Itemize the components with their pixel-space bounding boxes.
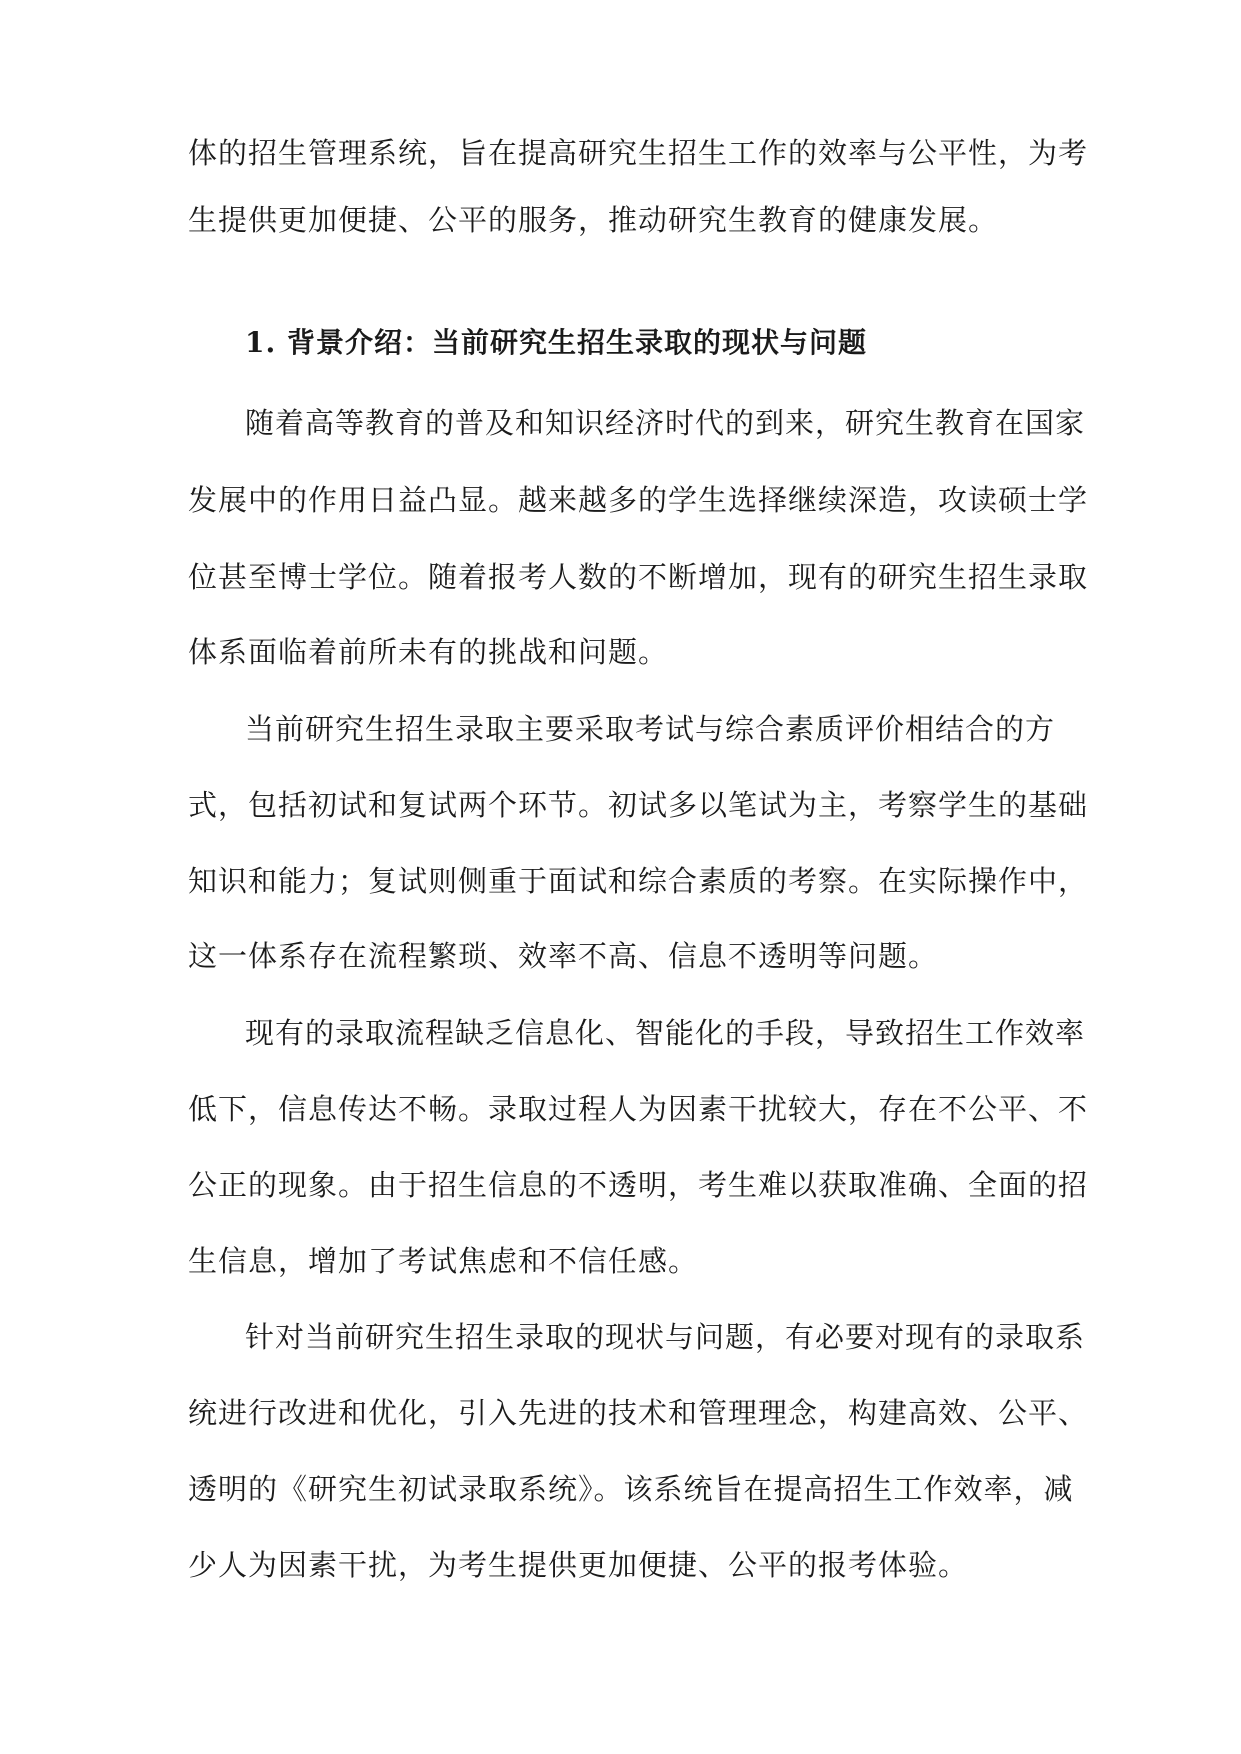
paragraph-line: 少人为因素干扰，为考生提供更加便捷、公平的报考体验。: [188, 1548, 969, 1582]
paragraph-line: 透明的《研究生初试录取系统》。该系统旨在提高招生工作效率，减: [188, 1472, 1074, 1506]
paragraph-line: 发展中的作用日益凸显。越来越多的学生选择继续深造，攻读硕士学: [188, 483, 1089, 517]
paragraph-line: 针对当前研究生招生录取的现状与问题，有必要对现有的录取系: [245, 1320, 1086, 1354]
paragraph-line: 知识和能力；复试则侧重于面试和综合素质的考察。在实际操作中，: [188, 864, 1089, 898]
paragraph-line: 式，包括初试和复试两个环节。初试多以笔试为主，考察学生的基础: [188, 788, 1089, 822]
paragraph-line: 这一体系存在流程繁琐、效率不高、信息不透明等问题。: [188, 939, 939, 973]
paragraph-line: 生提供更加便捷、公平的服务，推动研究生教育的健康发展。: [188, 203, 999, 237]
paragraph-line: 体系面临着前所未有的挑战和问题。: [188, 635, 669, 669]
paragraph-line: 公正的现象。由于招生信息的不透明，考生难以获取准确、全面的招: [188, 1168, 1089, 1202]
paragraph-line: 低下，信息传达不畅。录取过程人为因素干扰较大，存在不公平、不: [188, 1092, 1089, 1126]
paragraph-line: 随着高等教育的普及和知识经济时代的到来，研究生教育在国家: [245, 406, 1086, 440]
section-heading: 1. 背景介绍：当前研究生招生录取的现状与问题: [245, 326, 867, 359]
paragraph-line: 生信息，增加了考试焦虑和不信任感。: [188, 1244, 699, 1278]
paragraph-line: 当前研究生招生录取主要采取考试与综合素质评价相结合的方: [245, 712, 1056, 746]
paragraph-line: 位甚至博士学位。随着报考人数的不断增加，现有的研究生招生录取: [188, 560, 1089, 594]
paragraph-line: 体的招生管理系统，旨在提高研究生招生工作的效率与公平性，为考: [188, 136, 1089, 170]
paragraph-line: 现有的录取流程缺乏信息化、智能化的手段，导致招生工作效率: [245, 1016, 1086, 1050]
paragraph-line: 统进行改进和优化，引入先进的技术和管理理念，构建高效、公平、: [188, 1396, 1089, 1430]
